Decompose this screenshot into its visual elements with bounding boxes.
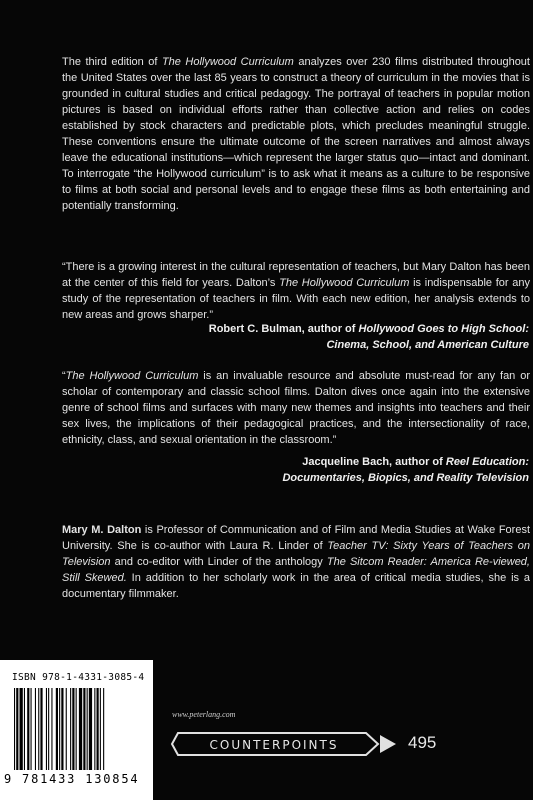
author-bio bbox=[62, 522, 530, 602]
barcode-bar bbox=[46, 688, 47, 770]
publisher-url: www.peterlang.com bbox=[172, 710, 236, 719]
barcode-bar bbox=[83, 688, 85, 770]
bio-text: is Professor of Communication and of Film and Media Studies at Wake Forest University. She is co-author with Laura R. Linder of bbox=[62, 524, 530, 552]
barcode-bar bbox=[31, 688, 32, 770]
attribution-book: Reel Education: bbox=[445, 456, 529, 468]
attribution-author: Jacqueline Bach, author of bbox=[302, 456, 446, 468]
barcode-bar bbox=[35, 688, 36, 770]
barcode-bar bbox=[40, 688, 42, 770]
endorsement-quote-1 bbox=[62, 259, 530, 323]
bio-text: In addition to her scholarly work in the area of critical media studies, she is a documentary filmmaker. bbox=[62, 572, 530, 600]
barcode-bar bbox=[27, 688, 29, 770]
barcode-bar bbox=[100, 688, 101, 770]
barcode-bar bbox=[16, 688, 18, 770]
endorsement-attribution-2 bbox=[61, 454, 529, 486]
series-name: COUNTERPOINTS bbox=[209, 738, 339, 752]
book-title: The Hollywood Curriculum bbox=[279, 277, 410, 289]
book-title: The Hollywood Curriculum bbox=[161, 56, 294, 68]
bio-text: and co-editor with Linder of the anthology bbox=[110, 556, 327, 568]
isbn-label: ISBN 978-1-4331-3085-4 bbox=[12, 672, 145, 683]
barcode-bar bbox=[61, 688, 63, 770]
endorsement-attribution-1 bbox=[61, 321, 529, 353]
barcode-bar bbox=[24, 688, 25, 770]
quote-mark: “ bbox=[62, 370, 66, 382]
attribution-book: Hollywood Goes to High School: bbox=[358, 323, 529, 335]
counterpoints-series-logo bbox=[170, 729, 400, 759]
isbn-barcode bbox=[0, 660, 153, 800]
barcode-bar bbox=[89, 688, 92, 770]
barcode-digits: 9 781433 130854 bbox=[4, 772, 140, 786]
series-number: 495 bbox=[408, 733, 437, 752]
barcode-bar bbox=[56, 688, 58, 770]
barcode-bar bbox=[48, 688, 49, 770]
description-text: analyzes over 230 films distributed throughout the United States over the last 85 years to construct a theory of curriculum in the movies that is grounded in cultural studies and critical pedagogy. The portrayal of teachers in popular motion pictures is based on individual efforts rather than collective action and relies on codes established by stock characters and predictable plots, which precludes meaningful struggle. These conventions ensure the ultimate outcome of the screen narratives and almost always leave the educational institutions—which represent the larger status quo—intact and dominant. To interrogate “the Hollywood curriculum” is to ask what it means as a culture to be responsive to films at both social and personal levels and to engage these films as both entertaining and potentially transforming. bbox=[62, 56, 530, 212]
barcode-bar bbox=[14, 688, 15, 770]
barcode-bar bbox=[97, 688, 99, 770]
endorsement-quote-2 bbox=[62, 368, 530, 448]
barcode-bars bbox=[12, 688, 142, 772]
barcode-bar bbox=[87, 688, 88, 770]
barcode-bar bbox=[59, 688, 60, 770]
barcode-bar bbox=[70, 688, 71, 770]
barcode-bar bbox=[94, 688, 95, 770]
barcode-bar bbox=[38, 688, 39, 770]
play-icon bbox=[380, 735, 396, 753]
barcode-bar bbox=[20, 688, 23, 770]
book-title: The Sitcom Reader: America Re-viewed, Still Skewed. bbox=[62, 556, 530, 584]
barcode-bar bbox=[79, 688, 82, 770]
quote-text: is indispensable for any study of the representation of teachers in film. With each new edition, her analysis extends to new areas and grows sharper.” bbox=[62, 277, 530, 321]
attribution-author: Robert C. Bulman, author of bbox=[208, 323, 359, 335]
description-text: The third edition of bbox=[62, 56, 162, 68]
book-title: The Hollywood Curriculum bbox=[65, 370, 199, 382]
barcode-bar bbox=[76, 688, 77, 770]
attribution-book: Cinema, School, and American Culture bbox=[326, 339, 529, 351]
book-title: Teacher TV: Sixty Years of Teachers on Television bbox=[62, 540, 530, 568]
barcode-bar bbox=[72, 688, 74, 770]
quote-text: “There is a growing interest in the cultural representation of teachers, but Mary Dalton has been at the center of this field for years. Dalton’s bbox=[62, 261, 530, 289]
barcode-bar bbox=[66, 688, 67, 770]
attribution-book: Documentaries, Biopics, and Reality Television bbox=[282, 472, 529, 484]
barcode-bar bbox=[103, 688, 104, 770]
author-name: Mary M. Dalton bbox=[62, 524, 142, 536]
quote-text: is an invaluable resource and absolute must-read for any fan or scholar of contemporary and classic school films. Dalton dives once again into the extensive genre of school films and surfaces with many new themes and insights into teachers and their sex lives, the implications of their pedagogical practices, and the intersectionality of race, ethnicity, class, and sexual orientation in the classroom.” bbox=[62, 370, 530, 446]
book-description bbox=[62, 54, 530, 214]
barcode-bar bbox=[51, 688, 52, 770]
